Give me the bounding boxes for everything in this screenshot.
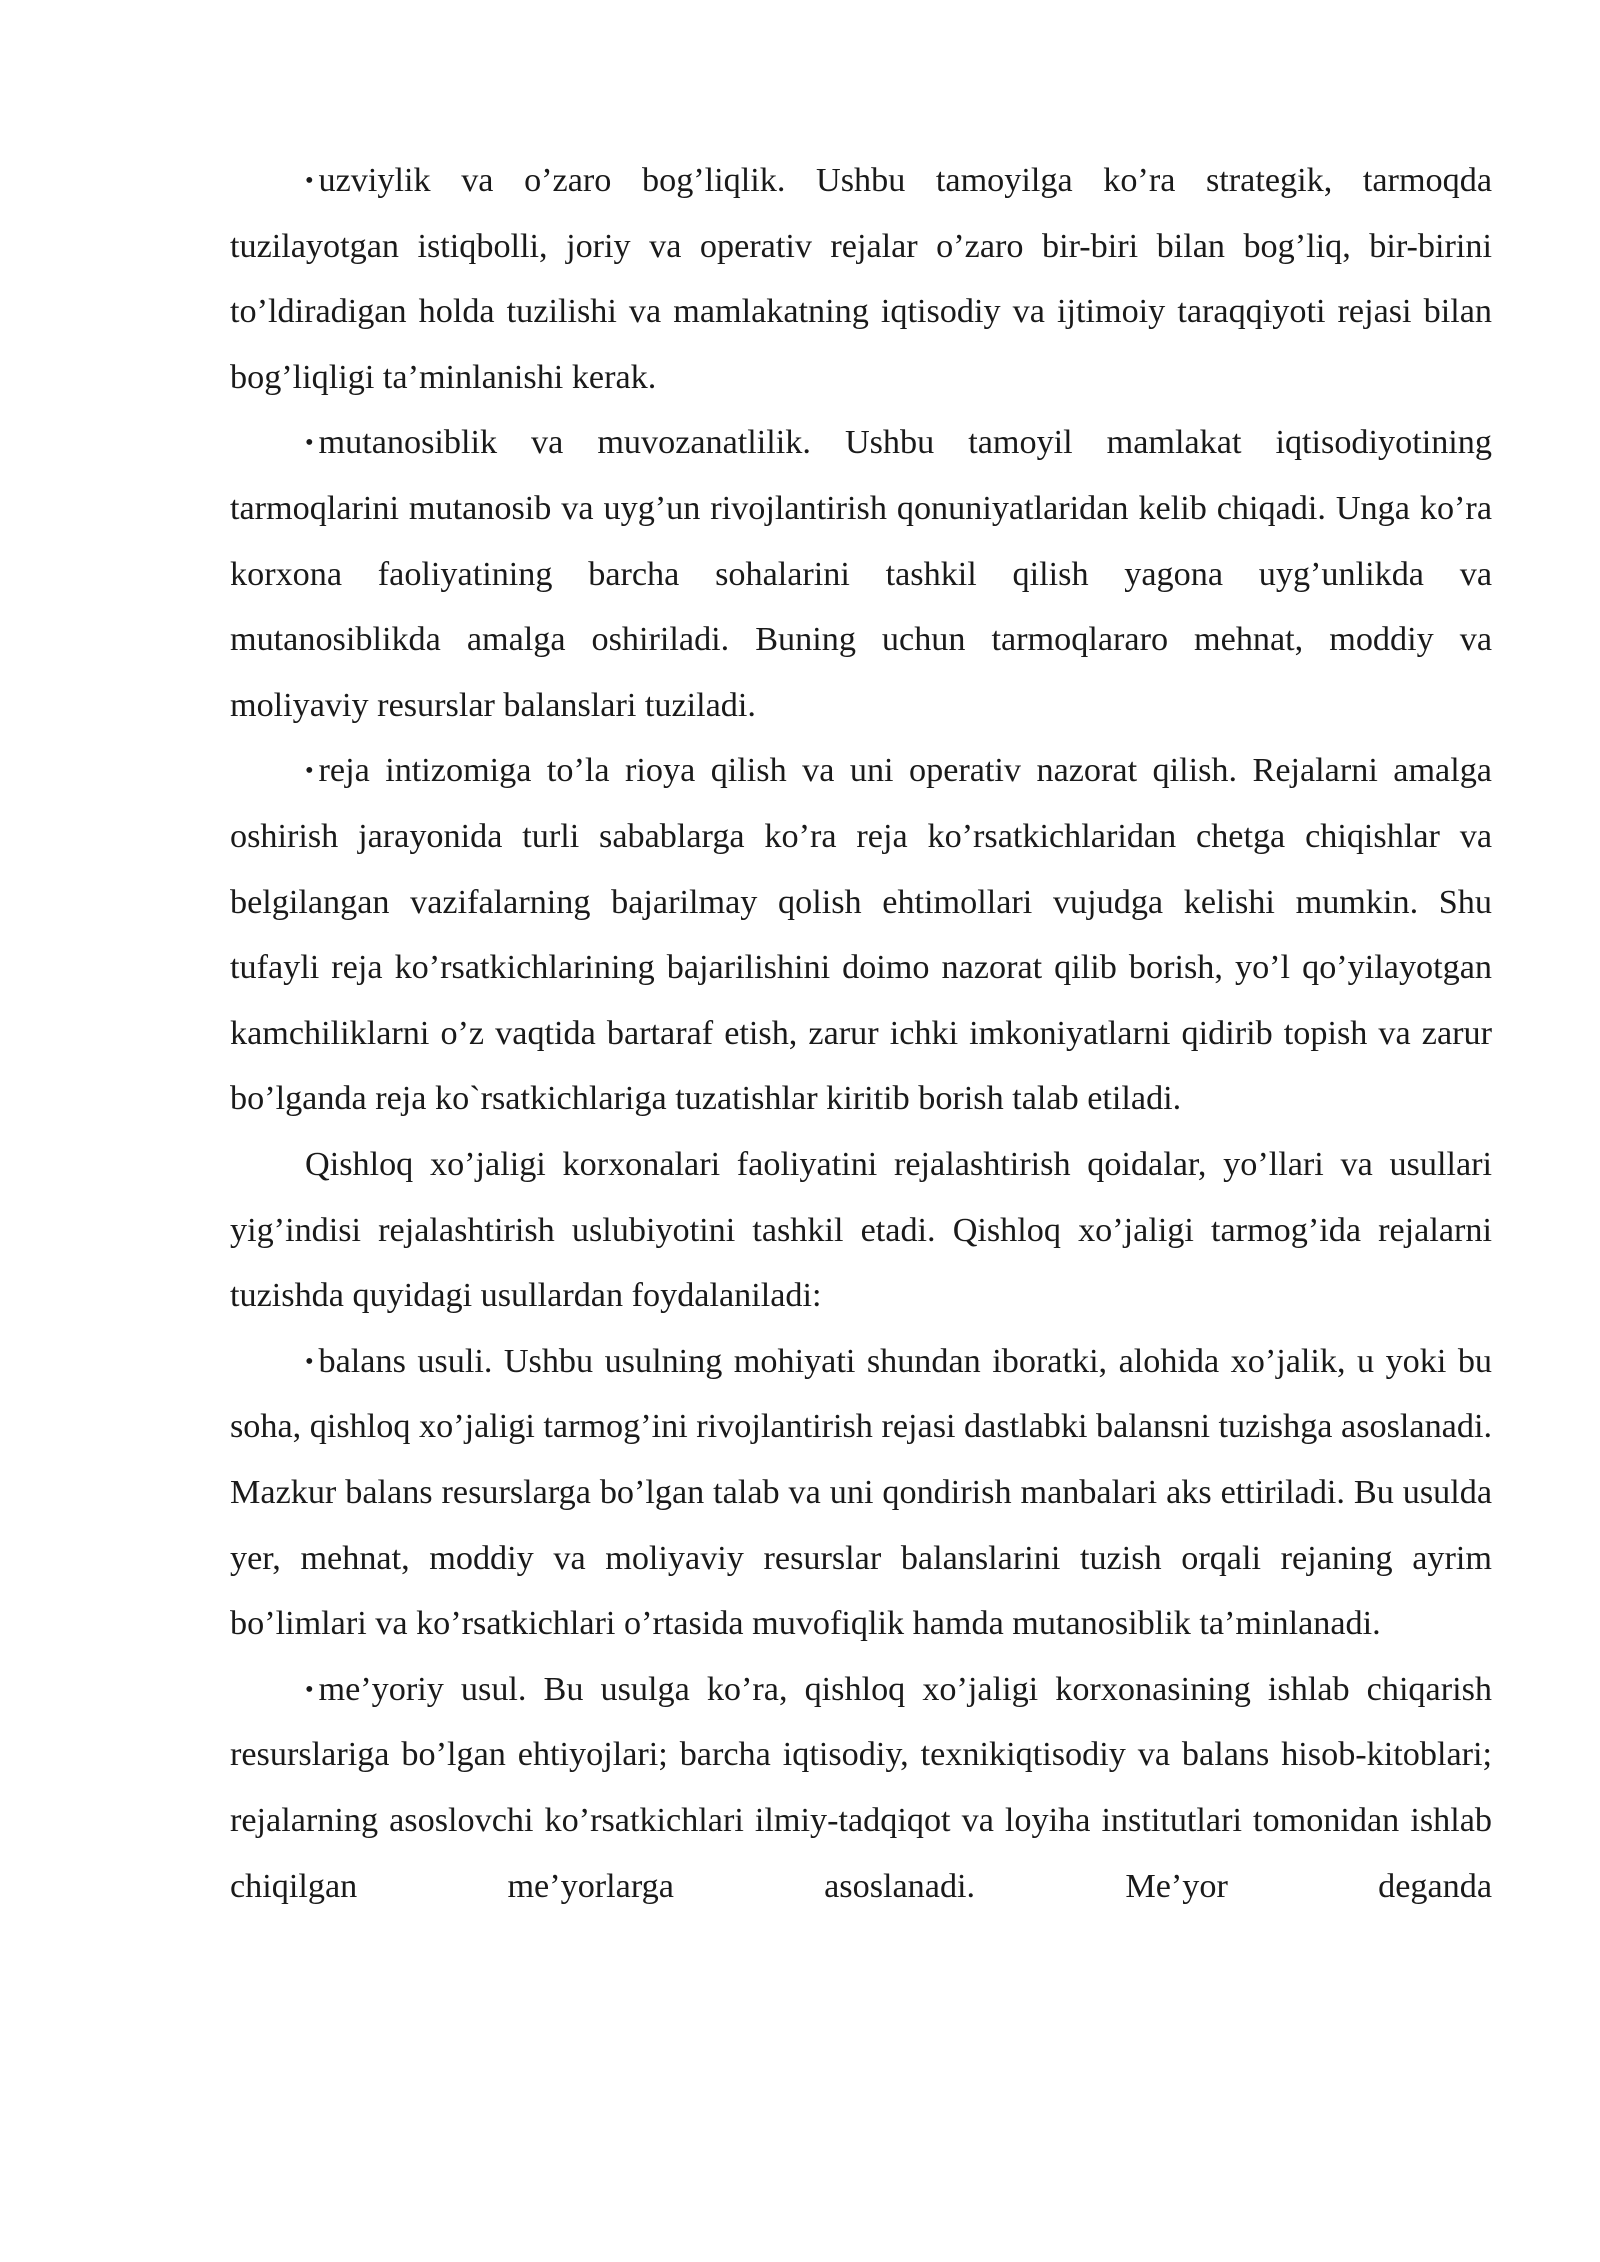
paragraph-reja-intizomi: [230, 738, 1492, 1132]
bullet-icon: •: [305, 429, 314, 457]
paragraph-text: mutanosiblik va muvozanatlilik. Ushbu tamoyil mamlakat iqtisodiyotining tarmoqlarini mutanosib va uyg’un rivojlantirish qonuniyatlaridan kelib chiqadi. Unga ko’ra korxona faoliyatining barcha sohalarini tashkil qilish yagona uyg’unlikda va mutanosiblikda amalga oshiriladi. Buning uchun tarmoqlararo mehnat, moddiy va moliyaviy resurslar balanslari tuziladi.: [230, 424, 1492, 724]
document-page: [230, 148, 1492, 1919]
paragraph-text: uzviylik va o’zaro bog’liqlik. Ushbu tamoyilga ko’ra strategik, tarmoqda tuzilayotgan istiqbolli, joriy va operativ rejalar o’zaro bir-biri bilan bog’liq, bir-birini to’ldiradigan holda tuzilishi va mamlakatning iqtisodiy va ijtimoiy taraqqiyoti rejasi bilan bog’liqligi ta’minlanishi kerak.: [230, 162, 1492, 396]
paragraph-mutanosiblik: [230, 410, 1492, 738]
bullet-icon: •: [305, 167, 314, 195]
paragraph-text: me’yoriy usul. Bu usulga ko’ra, qishloq xo’jaligi korxonasining ishlab chiqarish resurslariga bo’lgan ehtiyojlari; barcha iqtisodiy, texnikiqtisodiy va balans hisob-kitoblari; rejalarning asoslovchi ko’rsatkichlari ilmiy-tadqiqot va loyiha institutlari tomonidan ishlab chiqilgan me’yorlarga asoslanadi. Me’yor deganda: [230, 1670, 1492, 1905]
paragraph-rejalashtirish-uslubiyoti: [230, 1132, 1492, 1329]
paragraph-text: balans usuli. Ushbu usulning mohiyati shundan iboratki, alohida xo’jalik, u yoki bu soha, qishloq xo’jaligi tarmog’ini rivojlantirish rejasi dastlabki balansni tuzishga asoslanadi. Mazkur balans resurslarga bo’lgan talab va uni qondirish manbalari aks ettiriladi. Bu usulda yer, mehnat, moddiy va moliyaviy resurslar balanslarini tuzish orqali rejaning ayrim bo’limlari va ko’rsatkichlari o’rtasida muvofiqlik hamda mutanosiblik ta’minlanadi.: [230, 1342, 1492, 1643]
bullet-icon: •: [305, 757, 314, 785]
paragraph-uzviylik: [230, 148, 1492, 410]
paragraph-balans-usuli: [230, 1329, 1492, 1657]
paragraph-text: Qishloq xo’jaligi korxonalari faoliyatini rejalashtirish qoidalar, yo’llari va usullari yig’indisi rejalashtirish uslubiyotini tashkil etadi. Qishloq xo’jaligi tarmog’ida rejalarni tuzishda quyidagi usullardan foydalaniladi:: [230, 1146, 1492, 1315]
paragraph-meyoriy-usul: [230, 1657, 1492, 1919]
paragraph-text: reja intizomiga to’la rioya qilish va uni operativ nazorat qilish. Rejalarni amalga oshirish jarayonida turli sabablarga ko’ra reja ko’rsatkichlaridan chetga chiqishlar va belgilangan vazifalarning bajarilmay qolish ehtimollari vujudga kelishi mumkin. Shu tufayli reja ko’rsatkichlarining bajarilishini doimo nazorat qilib borish, yo’l qo’yilayotgan kamchiliklarni o’z vaqtida bartaraf etish, zarur ichki imkoniyatlarni qidirib topish va zarur bo’lganda reja ko`rsatkichlariga tuzatishlar kiritib borish talab etiladi.: [230, 752, 1492, 1118]
bullet-icon: •: [305, 1675, 314, 1703]
bullet-icon: •: [305, 1347, 314, 1375]
